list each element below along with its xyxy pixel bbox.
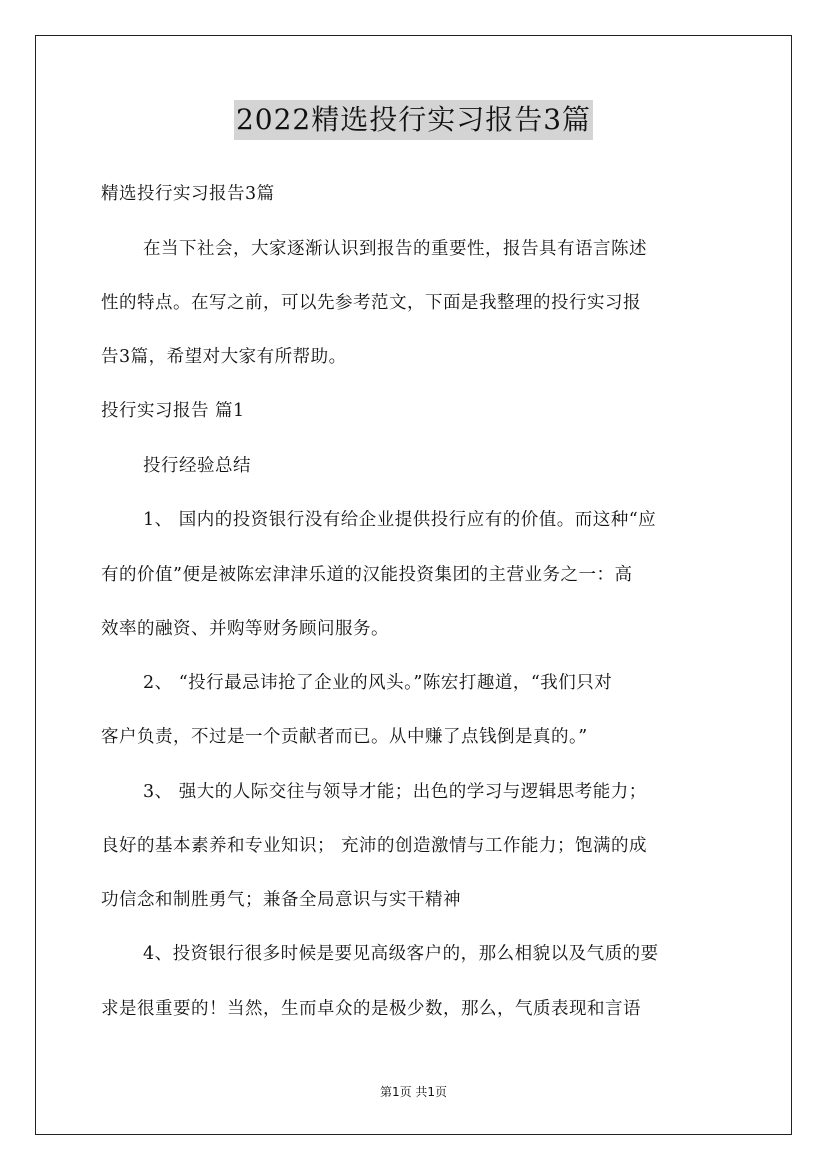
- body-line: 告3篇，希望对大家有所帮助。: [101, 347, 347, 367]
- body-line: 良好的基本素养和专业知识； 充沛的创造激情与工作能力；饱满的成: [101, 836, 648, 856]
- body-line: 4、投资银行很多时候是要见高级客户的，那么相貌以及气质的要: [143, 944, 659, 964]
- subtitle-line: 精选投行实习报告3篇: [101, 184, 275, 204]
- document-title: 2022精选投行实习报告3篇: [234, 100, 593, 140]
- body-line: 客户负责，不过是一个贡献者而已。从中赚了点钱倒是真的。”: [101, 727, 588, 747]
- body-line: 求是很重要的！当然，生而卓众的是极少数，那么，气质表现和言语: [101, 999, 641, 1019]
- body-line: 2、 “投行最忌讳抢了企业的风头。”陈宏打趣道，“我们只对: [143, 673, 613, 693]
- body-line: 有的价值”便是被陈宏津津乐道的汉能投资集团的主营业务之一：高: [101, 565, 633, 585]
- body-line: 功信念和制胜勇气；兼备全局意识与实干精神: [101, 890, 461, 910]
- body-line: 1、 国内的投资银行没有给企业提供投行应有的价值。而这种“应: [143, 510, 657, 530]
- body-line: 效率的融资、并购等财务顾问服务。: [101, 619, 389, 639]
- body-line: 性的特点。在写之前，可以先参考范文，下面是我整理的投行实习报: [101, 293, 641, 313]
- section-heading: 投行实习报告 篇1: [101, 401, 245, 421]
- page-footer: 第1页 共1页: [379, 1085, 448, 1099]
- subsection-heading: 投行经验总结: [143, 456, 251, 476]
- body-line: 3、 强大的人际交往与领导才能；出色的学习与逻辑思考能力；: [143, 782, 647, 802]
- body-line: 在当下社会，大家逐渐认识到报告的重要性，报告具有语言陈述: [143, 239, 647, 259]
